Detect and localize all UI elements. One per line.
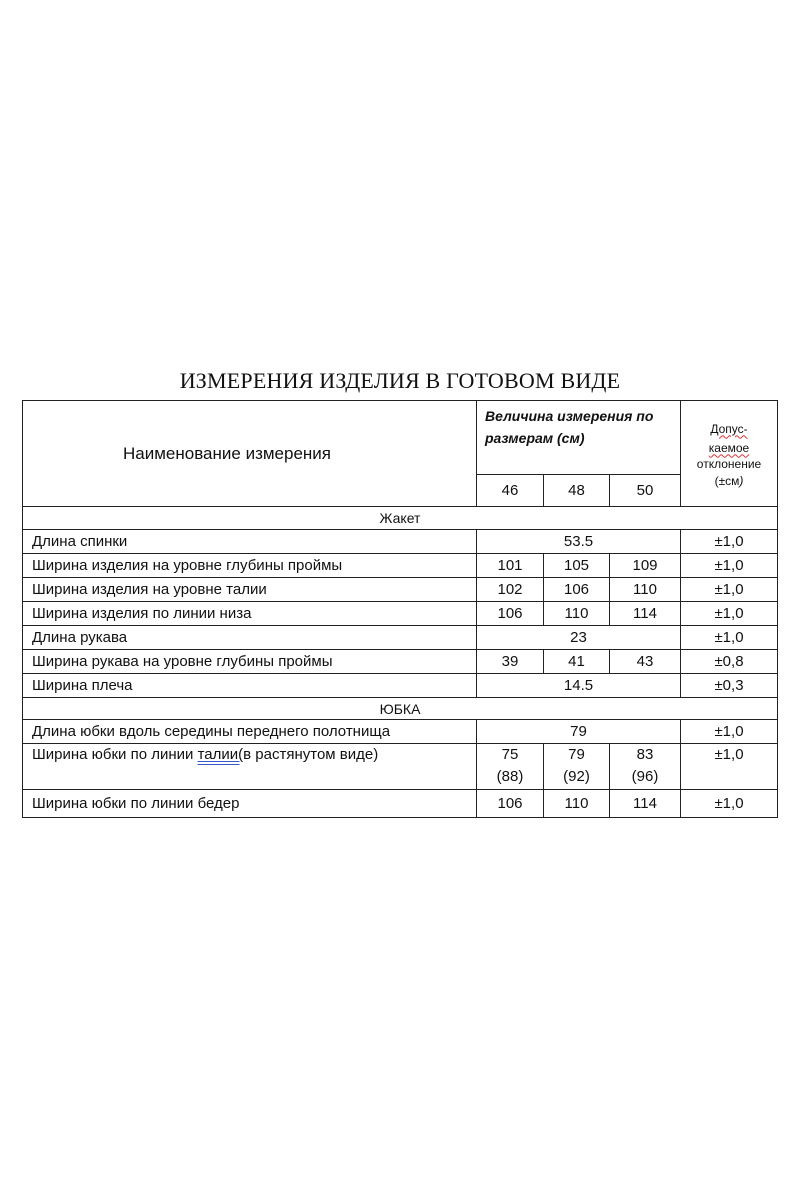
row-value-46: 106 [477,602,544,626]
value-46-stretched: (88) [496,768,524,785]
row-label: Ширина рукава на уровне глубины проймы [23,650,477,674]
row-value-46: 102 [477,578,544,602]
header-name-cell: Наименование измерения [23,401,477,507]
row-label: Длина спинки [23,530,477,554]
row-value-46: 106 [477,790,544,818]
value-48-main: 79 [568,746,585,763]
row-value: 53.5 [477,530,681,554]
tolerance-line-2: каемое [708,440,750,455]
row-value-48: 41 [544,650,610,674]
row-tolerance: ±1,0 [681,554,778,578]
row-label: Длина рукава [23,626,477,650]
row-tolerance: ±0,8 [681,650,778,674]
row-value-48: 105 [544,554,610,578]
row-label: Ширина изделия на уровне глубины проймы [23,554,477,578]
section-skirt: ЮБКА [23,698,778,720]
value-50-main: 83 [636,746,654,763]
row-value: 79 [477,720,681,744]
size-50: 50 [610,475,681,507]
tolerance-line-4 [683,472,775,490]
row-label: Ширина юбки по линии бедер [23,790,477,818]
table-row [23,554,778,578]
row-value-50: 110 [610,578,681,602]
row-value-50 [610,744,681,790]
row-value: 14.5 [477,674,681,698]
row-value-48 [544,744,610,790]
row-value-48: 110 [544,602,610,626]
tolerance-unit-close: ) [739,473,744,488]
row-label-part-1: Ширина юбки по линии [32,746,198,763]
section-row-skirt [23,698,778,720]
row-value-46: 101 [477,554,544,578]
row-value-46: 39 [477,650,544,674]
row-tolerance: ±1,0 [681,578,778,602]
measurements-table [22,400,778,818]
table-row [23,674,778,698]
size-46: 46 [477,475,544,507]
row-label-part-3: в растянутом виде) [243,746,379,763]
row-value-46 [477,744,544,790]
row-value-48: 106 [544,578,610,602]
table-row [23,744,778,790]
row-tolerance: ±1,0 [681,626,778,650]
tolerance-unit: (±см [714,473,740,488]
row-tolerance: ±1,0 [681,790,778,818]
row-label: Ширина плеча [23,674,477,698]
table-row [23,602,778,626]
row-tolerance: ±1,0 [681,744,778,790]
row-label: Ширина изделия на уровне талии [23,578,477,602]
row-label-part-2: талии( [197,746,244,763]
header-tolerance [681,401,778,507]
row-label [23,744,477,790]
section-row-jacket [23,507,778,530]
row-tolerance: ±0,3 [681,674,778,698]
row-label: Ширина изделия по линии низа [23,602,477,626]
tolerance-line-1: Допус- [710,421,748,436]
table-row [23,790,778,818]
tolerance-line-3: отклонение [696,456,762,471]
row-tolerance: ±1,0 [681,720,778,744]
row-tolerance: ±1,0 [681,530,778,554]
value-46-main: 75 [501,746,519,763]
table-row [23,650,778,674]
section-jacket: Жакет [23,507,778,530]
row-value: 23 [477,626,681,650]
table-row [23,530,778,554]
row-value-50: 114 [610,602,681,626]
row-value-50: 114 [610,790,681,818]
row-tolerance: ±1,0 [681,602,778,626]
header-size-group: Величина измерения по размерам (см) [477,401,681,475]
row-value-50: 109 [610,554,681,578]
page-title: ИЗМЕРЕНИЯ ИЗДЕЛИЯ В ГОТОВОМ ВИДЕ [179,368,621,393]
table-row [23,626,778,650]
row-value-48: 110 [544,790,610,818]
header-row [23,401,778,475]
table-row [23,578,778,602]
value-50-stretched: (96) [631,768,659,785]
row-label: Длина юбки вдоль середины переднего полотнища [23,720,477,744]
size-48: 48 [544,475,610,507]
table-row [23,720,778,744]
row-value-50: 43 [610,650,681,674]
value-48-stretched: (92) [563,768,590,785]
